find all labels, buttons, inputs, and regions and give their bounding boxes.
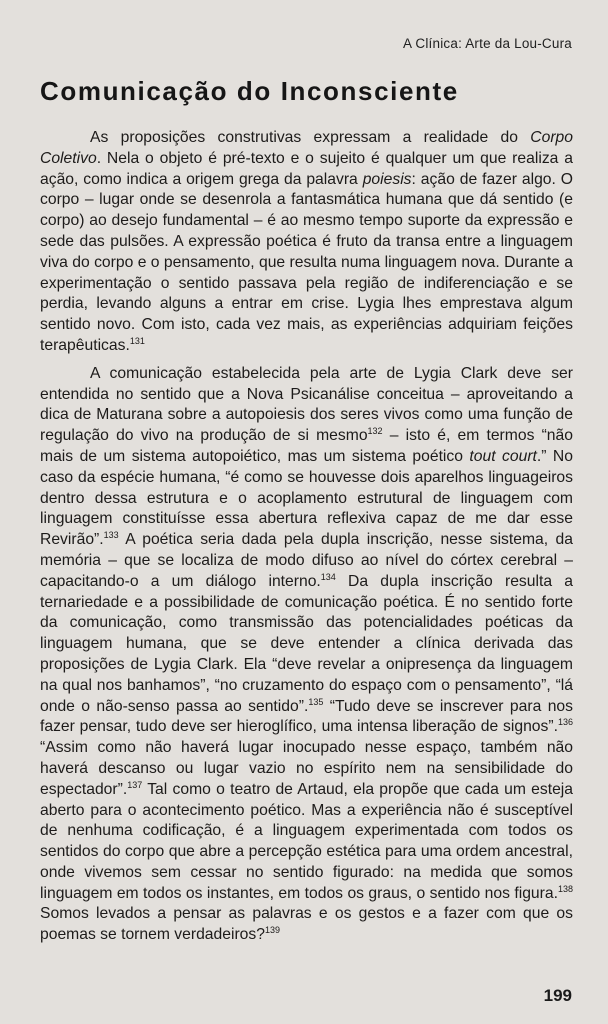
page-number: 199 [543, 986, 572, 1005]
footnote-reference: 133 [103, 529, 119, 540]
footnote-reference: 134 [320, 571, 336, 582]
text-run: “Tudo deve se inscrever para nos fazer pensar, tudo deve ser hieroglífico, uma intensa liberação de signos”. [40, 697, 573, 736]
text-run: A comunicação estabelecida pela arte de Lygia Clark deve ser entendida no sentido que a Nova Psicanálise conceitua – aproveitando a dica de Maturana sobre a autopoiesis dos seres vivos como uma função de regulação do vivo na produção de si mesmo [40, 364, 573, 445]
text-run: Tal como o teatro de Artaud, ela propõe que cada um esteja aberto para o acontecimento poético. Mas a experiência não é susceptível de nenhuma codificação, é a linguagem experimentada com todos os sentidos do corpo que abre a percepção estética para uma ordem ancestral, onde vivemos sem cessar no sentido figurado: na medida que somos linguagem em todos os instantes, em todos os graus, o sentido nos figura. [40, 780, 573, 902]
body-text [40, 128, 573, 946]
footnote-reference: 138 [557, 883, 573, 894]
italic-text: poiesis [362, 170, 412, 188]
footnote-reference: 139 [264, 925, 281, 936]
text-run: “Assim como não haverá lugar inocupado nesse espaço, também não haverá descanso ou lugar vazio no espírito nem na sensibilidade do espectador”. [40, 739, 573, 798]
text-run: As proposições construtivas expressam a realidade do [90, 129, 531, 146]
footnote-reference: 136 [557, 717, 573, 728]
footnote-reference: 132 [367, 425, 383, 436]
italic-text: Corpo Coletivo [40, 129, 573, 167]
text-run: . Nela o objeto é pré-texto e o sujeito é qualquer um que realiza a ação, como indica a origem grega da palavra [40, 149, 573, 188]
text-run: – isto é, em termos “não mais de um sistema autopoiético, mas um sistema poético [40, 427, 573, 465]
running-header: A Clínica: Arte da Lou-Cura [403, 36, 572, 51]
footnote-reference: 135 [308, 696, 324, 707]
footnote-reference: 131 [129, 335, 145, 346]
text-run: Da dupla inscrição resulta a ternariedade e a possibilidade de comunicação poética. É no sentido forte da comunicação, como transmissão das potencialidades poéticas da linguagem humana, que se deve entender a clínica derivada das proposições de Lygia Clark. Ela “deve revelar a onipresença da linguagem na qual nos banhamos”, “no cruzamento do espaço com o pensamento”, “lá onde o não-senso passa ao sentido”. [40, 572, 573, 715]
text-run: : ação de fazer algo. O corpo – lugar onde se desenrola a fantasmática humana que dá sentido (e corpo) ao desejo fundamental – é ao mesmo tempo suporte da expressão e sede das pulsões. A expressão poética é fruto da transa entre a linguagem viva do corpo e o pensamento, que resulta numa linguagem nova. Durante a experimentação o sentido passava pela região de indiferenciação e se perdia, levando alguns a entrar em crise. Lygia lhes emprestava algum sentido novo. Com isto, cada vez mais, as experiências adquiriam feições terapêuticas. [40, 170, 573, 354]
text-run: A poética seria dada pela dupla inscrição, nesse sistema, da memória – que se localiza de modo difuso ao nível do córtex cerebral – capacitando-o a um diálogo interno. [40, 531, 573, 590]
footnote-reference: 137 [127, 779, 143, 790]
chapter-title: Comunicação do Inconsciente [40, 76, 459, 106]
italic-text: tout court [469, 447, 537, 465]
paragraph [40, 364, 573, 946]
text-run: Somos levados a pensar as palavras e os gestos e a fazer com que os poemas se tornem verdadeiros? [40, 905, 573, 944]
paragraph [40, 128, 573, 357]
text-run: .” No caso da espécie humana, “é como se houvesse dois aparelhos linguageiros dentro dessa estrutura e o acoplamento estrutural de linguagem com linguagem constituísse essa abertura reflexiva capaz de me dar esse Revirão”. [40, 447, 573, 549]
